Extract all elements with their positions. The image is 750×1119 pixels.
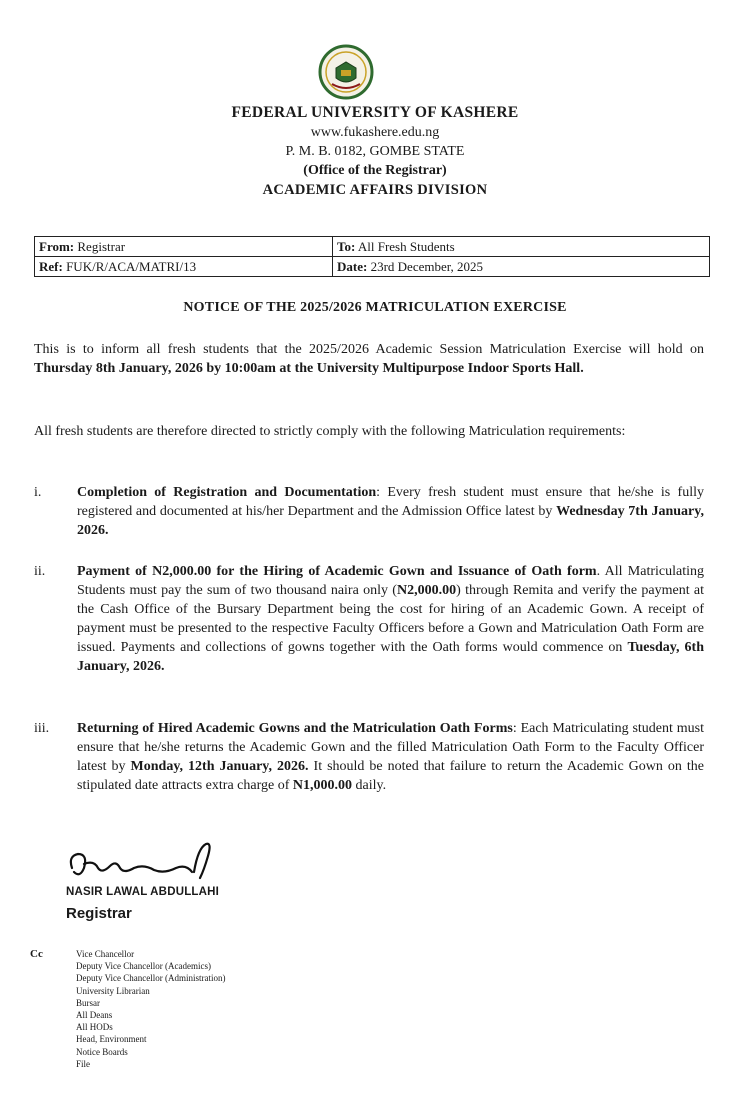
ref-label: Ref: [39,259,63,274]
notice-title: NOTICE OF THE 2025/2026 MATRICULATION EXERCISE [183,300,567,315]
university-name: FEDERAL UNIVERSITY OF KASHERE [231,104,519,121]
intro-paragraph [34,340,704,378]
from-value: Registrar [77,239,126,254]
cc-recipient: Deputy Vice Chancellor (Administration) [76,973,226,984]
requirement-deadline: Wednesday 7th January, 2026. [77,504,704,538]
university-crest-icon [318,44,374,100]
requirement-body: It should be noted that failure to return the Academic Gown on the stipulated date attracts extra charge of [77,759,704,793]
requirement-body: ) through Remita and verify the payment at the Cash Office of the Bursary Department being the cost for hiring of an Academic Gown. A receipt of payment must be presented to the respective Faculty Officers before a Gown and Matriculation Oath Form are issued. Payments and collections of gowns together with the Oath forms would commence on [77,583,704,655]
division-name: ACADEMIC AFFAIRS DIVISION [262,182,488,198]
requirement-text [77,483,704,540]
signatory-title: Registrar [66,905,132,922]
requirement-heading: Completion of Registration and Documentation [77,485,377,500]
ref-value: FUK/R/ACA/MATRI/13 [66,259,197,274]
requirement-number: i. [34,485,42,500]
memo-from-cell [35,237,333,257]
requirement-number: ii. [34,564,46,579]
memo-date-cell [333,257,710,277]
fee-amount: N2,000.00 [396,583,457,598]
requirement-text [77,719,704,795]
registrar-signature [64,838,234,888]
intro-text: This is to inform all fresh students that the 2025/2026 Academic Session Matriculation Exercise will hold on [34,342,704,357]
cc-recipient: Vice Chancellor [76,949,135,959]
requirement-body: : Every fresh student must ensure that he/she is fully registered and documented at his/her Department and the Admission Office latest by [77,485,704,519]
requirement-deadline: Monday, 12th January, 2026. [130,759,309,774]
requirement-heading: Returning of Hired Academic Gowns and the Matriculation Oath Forms [77,721,513,736]
to-value: All Fresh Students [357,239,455,254]
cc-label: Cc [30,948,43,960]
signatory-name: NASIR LAWAL ABDULLAHI [66,886,220,898]
cc-recipient-list [76,948,226,1070]
requirement-heading: Payment of N2,000.00 for the Hiring of Academic Gown and Issuance of Oath form [77,564,597,579]
university-website: www.fukashere.edu.ng [310,125,440,140]
requirement-body: . All Matriculating Students must pay the sum of two thousand naira only ( [77,564,704,598]
cc-recipient: All Deans [76,1010,113,1021]
cc-recipient: File [76,1058,91,1069]
date-label: Date: [337,259,368,274]
requirement-deadline: Tuesday, 6th January, 2026. [77,640,704,674]
directive-paragraph: All fresh students are therefore directed to strictly comply with the following Matriculation requirements: [34,424,626,439]
intro-event-details: Thursday 8th January, 2026 by 10:00am at the University Multipurpose Indoor Sports Hall. [34,361,584,376]
cc-recipient: Notice Boards [76,1046,128,1057]
from-label: From: [39,239,75,254]
to-label: To: [337,239,356,254]
university-address: P. M. B. 0182, GOMBE STATE [285,144,465,159]
requirement-number: iii. [34,721,50,736]
late-charge-amount: N1,000.00 [292,778,352,793]
requirement-text [77,562,704,676]
office-name: (Office of the Registrar) [303,163,447,178]
memo-header-table [34,236,710,277]
cc-recipient: Head, Environment [76,1034,147,1045]
date-value: 23rd December, 2025 [370,259,484,274]
cc-recipient: University Librarian [76,985,150,996]
requirement-body: daily. [352,778,387,793]
cc-recipient: All HODs [76,1022,113,1033]
memo-to-cell [333,237,710,257]
cc-recipient: Deputy Vice Chancellor (Academics) [76,961,211,972]
cc-recipient: Bursar [76,997,100,1008]
memo-ref-cell [35,257,333,277]
requirement-body: : Each Matriculating student must ensure that he/she returns the Academic Gown and the filled Matriculation Oath Form to the Faculty Officer latest by [77,721,704,774]
